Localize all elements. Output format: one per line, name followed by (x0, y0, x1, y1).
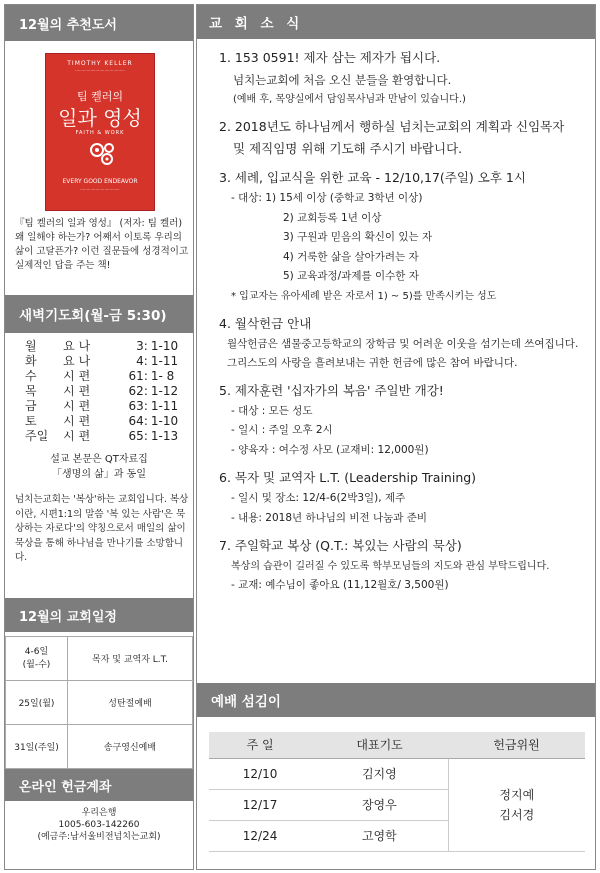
dawn-chapter: 3: (136, 339, 148, 353)
dawn-verses: 1-12 (150, 384, 179, 398)
dawn-day: 금 (25, 399, 37, 413)
dawn-chapter: 62: (128, 384, 148, 398)
sermon-source-line-2: 「생명의 삶」과 동일 (52, 469, 146, 480)
news-item-3-note: * 입교자는 유아세례 받은 자로서 1) ~ 5)를 만족시키는 성도 (231, 290, 497, 302)
dawn-row (25, 339, 185, 354)
bank-name: 우리은행 (81, 808, 117, 818)
server-date: 12/24 (209, 820, 311, 851)
dawn-book: 시 편 (63, 369, 91, 383)
gears-icon (88, 140, 118, 166)
news-item-7-body: 복상의 습관이 길러질 수 있도록 학부모님들의 지도와 관심 부탁드립니다. (231, 561, 550, 572)
dawn-day: 월 (25, 339, 37, 353)
offering-member-1: 정지예 (499, 787, 535, 802)
dawn-prayer-header: 새벽기도회(월-금 5:30) (5, 295, 193, 333)
online-offering-info (5, 807, 193, 843)
news-header: 교 회 소 식 (197, 5, 595, 39)
news-item-1-sub: 넘치는교회에 처음 오신 분들을 환영합니다. (233, 73, 452, 87)
dawn-chapter: 64: (128, 414, 148, 428)
book-cover-title: 일과 영성 (58, 106, 142, 130)
dawn-day: 토 (25, 414, 37, 428)
dawn-prayer-list (25, 339, 185, 444)
dawn-row (25, 369, 185, 384)
dawn-chapter: 65: (128, 429, 148, 443)
schedule-event: 목자 및 교역자 L.T. (68, 637, 193, 681)
news-item-3-line: - 대상: 1) 15세 이상 (중학교 3학년 이상) (231, 192, 423, 204)
news-item-5-line: - 양육자 : 여수정 사모 (교재비: 12,000원) (231, 443, 429, 456)
book-cover-author-ko: 팀 켈러의 (76, 90, 123, 103)
dawn-book: 요 나 (63, 354, 91, 368)
dawn-book: 요 나 (63, 339, 91, 353)
server-prayer: 고영학 (311, 820, 448, 851)
dawn-row (25, 384, 185, 399)
news-item-7-title: 7. 주일학교 복상 (Q.T.: 복있는 사람의 묵상) (219, 538, 462, 553)
account-holder: (예금주:남서울비전넘치는교회) (37, 832, 161, 842)
server-date: 12/17 (209, 789, 311, 820)
news-item-3-line: 5) 교육과정/과제를 이수한 자 (283, 270, 419, 282)
news-item-5-title: 5. 제자훈련 '십자가의 복음' 주일반 개강! (219, 382, 444, 398)
dawn-day: 목 (25, 384, 37, 398)
col-prayer-header: 대표기도 (311, 732, 448, 758)
dawn-row (25, 354, 185, 369)
schedule-event: 성탄절예배 (68, 681, 193, 725)
schedule-row (6, 725, 193, 769)
news-list (219, 47, 595, 596)
schedule-event: 송구영신예배 (68, 725, 193, 769)
dawn-book: 시 편 (63, 384, 91, 398)
dawn-day: 주일 (25, 429, 49, 443)
schedule-header: 12월의 교회일정 (5, 598, 193, 632)
dawn-verses: 1-10 (150, 414, 179, 428)
book-cover-small-text: ······································· (75, 68, 125, 73)
account-number: 1005-603-142260 (58, 820, 140, 830)
dawn-verses: 1-10 (150, 339, 179, 353)
col-date-header: 주 일 (209, 732, 311, 758)
servers-header-row (209, 732, 585, 758)
dawn-chapter: 4: (136, 354, 148, 368)
book-cover-small-text-2: ······························· (80, 187, 120, 192)
dawn-verses: 1-11 (150, 399, 179, 413)
server-prayer: 김지영 (311, 758, 448, 789)
online-offering-header: 온라인 헌금계좌 (5, 769, 193, 801)
schedule-row (6, 681, 193, 725)
news-item-4-body: 월삭헌금은 샘물중고등학교의 장학금 및 어려운 이웃을 섬기는데 쓰여집니다. 그리스도의 사랑을 흘려보내는 귀한 헌금에 많은 참여 바랍니다. (227, 337, 579, 369)
schedule-row (6, 637, 193, 681)
sermon-source-line-1: 설교 본문은 QT자료집 (50, 454, 148, 465)
dawn-row (25, 429, 185, 444)
worship-servers-table (209, 732, 585, 852)
offering-committee (448, 758, 585, 851)
offering-member-2: 김서경 (499, 807, 535, 822)
news-item-2-title-1: 2. 2018년도 하나님께서 행하실 넘치는교회의 계획과 신임목자 (219, 119, 565, 134)
dawn-row (25, 414, 185, 429)
dawn-book: 시 편 (63, 414, 91, 428)
news-item-3-title: 3. 세례, 입교식을 위한 교육 - 12/10,17(주일) 오후 1시 (219, 170, 526, 185)
worship-servers-header: 예배 섬김이 (197, 683, 595, 717)
col-offering-header: 헌금위원 (448, 732, 585, 758)
news-item-6-line: - 일시 및 장소: 12/4-6(2박3일), 제주 (231, 492, 406, 504)
schedule-date-text: 4-6일 (월-수) (22, 646, 51, 670)
schedule-table (5, 636, 193, 769)
dawn-verses: 1-11 (150, 354, 179, 368)
news-item-6-line: - 내용: 2018년 하나님의 비전 나눔과 준비 (231, 511, 428, 524)
right-column (196, 4, 596, 870)
book-description: 『팀 켈러의 일과 영성』 (저자: 팀 켈러) 왜 일해야 하는가? 어째서 이토록 우리의 삶이 고달픈가? 이런 질문들에 성경적이고 실제적인 답을 주는 책! (15, 218, 189, 271)
schedule-date (6, 637, 68, 681)
dawn-chapter: 63: (128, 399, 148, 413)
dawn-verses: 1- 8 (150, 369, 175, 383)
news-item-3-line: 4) 거룩한 삶을 살아가려는 자 (283, 250, 419, 263)
book-cover-subtitle: FAITH & WORK (75, 130, 125, 136)
dawn-verses: 1-13 (150, 429, 179, 443)
dawn-day: 화 (25, 354, 37, 368)
news-item-4-title: 4. 월삭헌금 안내 (219, 315, 312, 331)
news-item-6-title: 6. 목자 및 교역자 L.T. (Leadership Training) (219, 470, 477, 485)
server-date: 12/10 (209, 758, 311, 789)
schedule-date: 25일(월) (6, 681, 68, 725)
dawn-book: 시 편 (63, 399, 91, 413)
book-cover-every: EVERY GOOD ENDEAVOR (62, 178, 138, 185)
dawn-book: 시 편 (63, 429, 91, 443)
servers-row (209, 758, 585, 789)
news-item-3-line: 2) 교회등록 1년 이상 (283, 211, 382, 224)
news-item-3-line: 3) 구원과 믿음의 확신이 있는 자 (283, 231, 433, 243)
news-item-7-line: - 교재: 예수님이 좋아요 (11,12월호/ 3,500원) (231, 579, 449, 591)
left-column (4, 4, 194, 870)
book-cover-author-en: TIMOTHY KELLER (67, 60, 133, 67)
schedule-date: 31일(주일) (6, 725, 68, 769)
book-header: 12월의 추천도서 (5, 5, 193, 41)
dawn-row (25, 399, 185, 414)
news-item-1-title: 1. 153 0591! 제자 삼는 제자가 됩시다. (219, 50, 441, 65)
mission-statement: 넘치는교회는 '복상'하는 교회입니다. 복상이란, 시편1:1의 말씀 '복 있는 사람'은 묵상하는 자로다'의 약칭으로서 매일의 삶이 묵상을 통해 하나님을 만나기를 소망합니다. (15, 494, 189, 563)
news-item-2-title-2: 및 제직임명 위해 기도해 주시기 바랍니다. (233, 141, 463, 156)
server-prayer: 장영우 (311, 789, 448, 820)
news-item-5-line: - 일시 : 주일 오후 2시 (231, 424, 333, 436)
sermon-source (5, 452, 193, 482)
dawn-chapter: 61: (128, 369, 148, 383)
news-item-1-note: (예배 후, 목양실에서 담임목사님과 만남이 있습니다.) (233, 94, 466, 105)
book-cover-image (45, 53, 155, 211)
news-item-5-line: - 대상 : 모든 성도 (231, 404, 313, 417)
dawn-day: 수 (25, 369, 37, 383)
